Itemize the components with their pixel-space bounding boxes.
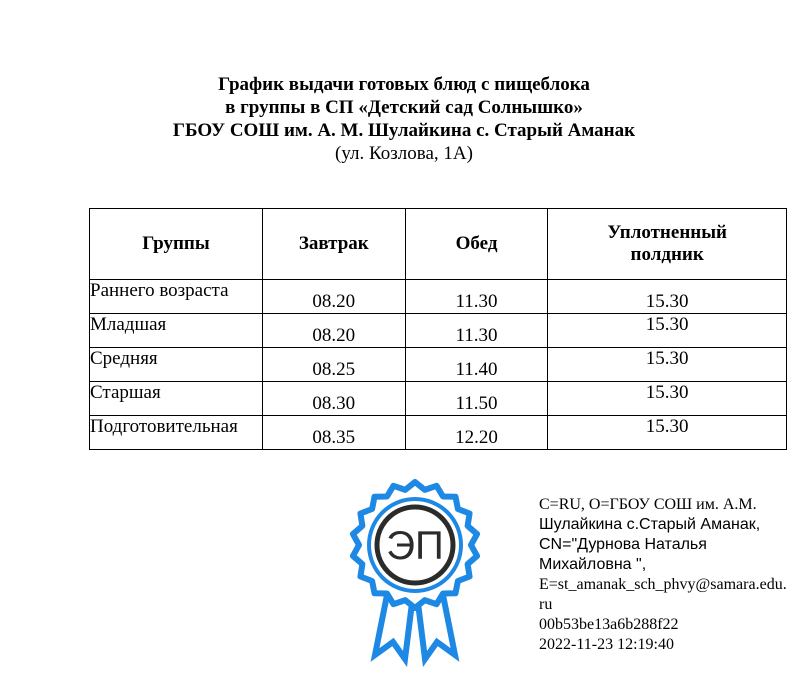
row-lunch: 11.50	[405, 382, 548, 416]
row-lunch: 11.30	[405, 314, 548, 348]
sig-line-5: E=st_amanak_sch_phvy@samara.edu.	[539, 576, 787, 593]
row-breakfast: 08.20	[262, 314, 405, 348]
address: (ул. Козлова, 1А)	[335, 143, 473, 164]
schedule-table	[89, 208, 787, 450]
header-snack-line2: полдник	[630, 244, 704, 265]
sig-line-2: Шулайкина с.Старый Аманак,	[539, 516, 761, 533]
stamp-label: ЭП	[386, 524, 444, 568]
row-snack: 15.30	[548, 416, 787, 450]
sig-line-6: ru	[539, 596, 553, 613]
title-line-1: График выдачи готовых блюд с пищеблока	[218, 74, 590, 95]
row-breakfast: 08.35	[262, 416, 405, 450]
row-lunch: 11.30	[405, 280, 548, 314]
row-snack: 15.30	[548, 280, 787, 314]
title-line-3: ГБОУ СОШ им. А. М. Шулайкина с. Старый Аманак	[172, 120, 636, 141]
rosette-badge-icon	[345, 477, 485, 667]
table-row	[90, 280, 787, 314]
sig-line-4: Михайловна ",	[539, 556, 647, 573]
sig-line-1: C=RU, O=ГБОУ СОШ им. А.М.	[539, 496, 757, 513]
sig-serial: 00b53be13a6b288f22	[539, 616, 679, 633]
row-group: Средняя	[90, 348, 263, 382]
digital-signature-info	[539, 495, 804, 655]
row-lunch: 12.20	[405, 416, 548, 450]
table-row	[90, 416, 787, 450]
header-lunch: Обед	[405, 209, 548, 280]
table-row	[90, 314, 787, 348]
table-row	[90, 348, 787, 382]
row-breakfast: 08.25	[262, 348, 405, 382]
row-group: Младшая	[90, 314, 263, 348]
row-group: Подготовительная	[90, 416, 263, 450]
table-row	[90, 382, 787, 416]
title-line-2: в группы в СП «Детский сад Солнышко»	[225, 97, 583, 118]
row-lunch: 11.40	[405, 348, 548, 382]
header-breakfast: Завтрак	[262, 209, 405, 280]
row-snack: 15.30	[548, 314, 787, 348]
row-snack: 15.30	[548, 382, 787, 416]
table-header-row	[90, 209, 787, 280]
row-breakfast: 08.30	[262, 382, 405, 416]
sig-line-3: CN="Дурнова Наталья	[539, 536, 707, 553]
row-group: Старшая	[90, 382, 263, 416]
header-snack-line1: Уплотненный	[607, 222, 727, 243]
row-group: Раннего возраста	[90, 280, 263, 314]
sig-datetime: 2022-11-23 12:19:40	[539, 636, 674, 653]
row-breakfast: 08.20	[262, 280, 405, 314]
header-groups: Группы	[90, 209, 263, 280]
row-snack: 15.30	[548, 348, 787, 382]
header-snack	[548, 209, 787, 280]
document-header	[0, 73, 808, 165]
